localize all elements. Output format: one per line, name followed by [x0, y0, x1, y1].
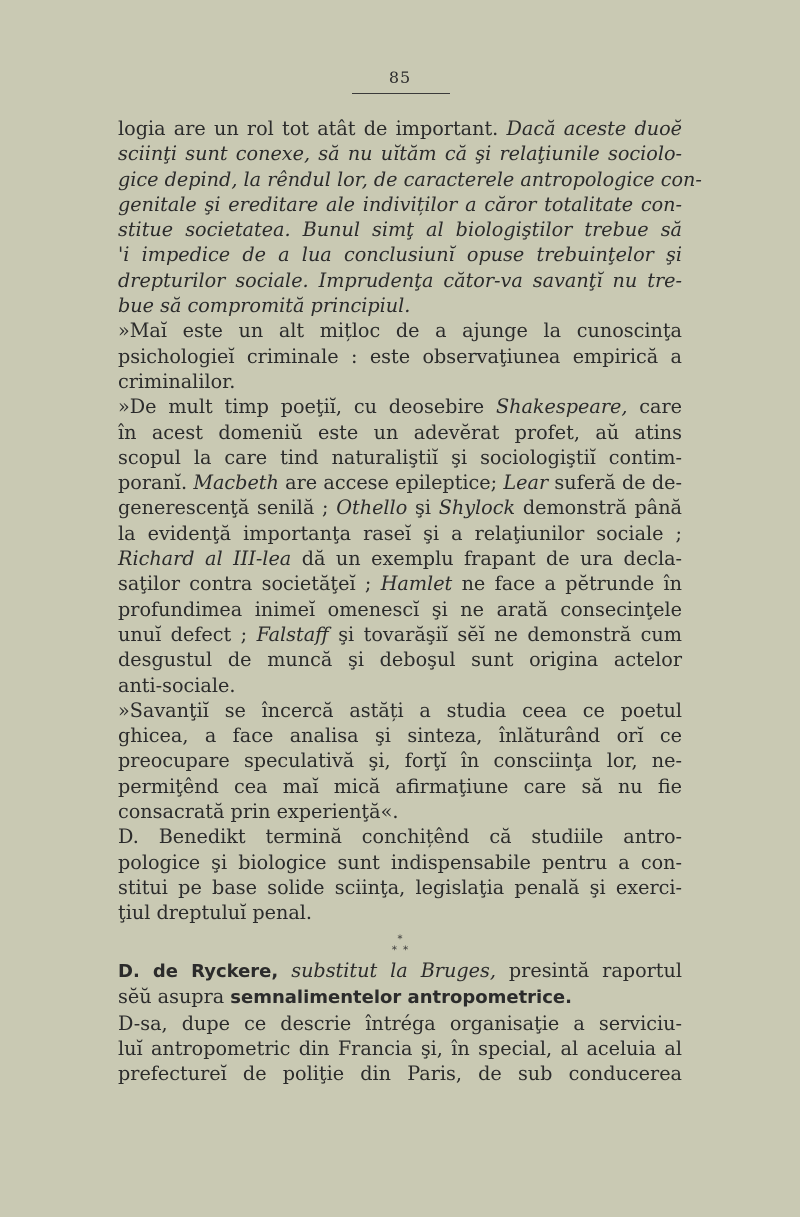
text-line: în acest domeniŭ este un adevĕrat profet, aŭ atins: [118, 420, 682, 444]
text-line: stitui pe base solide sciinţa, legislaţia penală şi exerci-: [118, 875, 682, 899]
text-line: luĭ antropometric din Francia şi, în special, al aceluia al: [118, 1036, 682, 1060]
text-line: ghicea, a face analisa şi sinteza, înlăturând orĭ ce: [118, 724, 682, 748]
section-separator: [0, 934, 800, 956]
text-line: criminalilor.: [118, 369, 236, 393]
text-line: D. de Ryckere, substitut la Bruges, presintă raportul: [118, 959, 682, 982]
text-line: stitue societatea. Bunul simţ al biologiştilor trebue să: [118, 218, 682, 242]
separator-top-star: *: [397, 934, 403, 945]
text-line: genitale şi ereditare ale indiviților a căror totalitate con-: [118, 192, 682, 216]
text-line: unuĭ defect ; Falstaff şi tovarăşiĭ sĕĭ ne demonstră cum: [118, 622, 682, 646]
text-line: Richard al III-lea dă un exemplu frapant de ura decla-: [118, 547, 683, 571]
text-line: logia are un rol tot atât de important. Dacă aceste duoĕ: [118, 117, 682, 140]
text-line: D-sa, dupe ce descrie întrégа organisaţie a serviciu-: [118, 1011, 682, 1035]
text-line: scopul la care tind naturaliştiĭ şi sociologiştiĭ contim-: [118, 445, 682, 469]
text-line: consacrată prin experienţă«.: [118, 800, 399, 824]
text-line: 'i impedice de a lua conclusiunĭ opuse trebuinţelor şi: [118, 243, 682, 267]
text-line: gice depind, la rêndul lor, de caracterele antropologice con-: [118, 167, 702, 191]
text-line: ţiul dreptuluĭ penal.: [118, 901, 313, 925]
text-line: D. Benedikt termină conchițênd că studiile antro-: [118, 825, 682, 849]
separator-bottom-stars: * *: [391, 945, 409, 956]
text-line: prefectureĭ de poliţie din Paris, de sub conducerea: [118, 1062, 682, 1086]
text-line: preocupare speculativă şi, forţĭ în consciinţa lor, ne-: [118, 749, 682, 773]
text-line: »De mult timp poeţiĭ, cu deosebire Shakespeare, care: [118, 395, 683, 419]
text-line: saţilor contra societăţeĭ ; Hamlet ne face a pĕtrunde în: [118, 572, 682, 596]
text-line: drepturilor sociale. Imprudenţa cător-va savanţĭ nu tre-: [118, 268, 682, 292]
text-line: »Savanţiĭ se încercă astăți a studia ceea ce poetul: [118, 698, 682, 722]
text-line: »Maĭ este un alt mițloc de a ajunge la cunoscinţa: [118, 319, 682, 343]
text-line: poranĭ. Macbeth are accese epileptice; Lear suferă de de-: [118, 471, 682, 495]
text-line: generescenţă senilă ; Othello şi Shylock demonstră până: [118, 496, 682, 520]
body-text-section-2: [118, 958, 682, 1086]
text-line: profundimea inimeĭ omenescĭ şi ne arată consecinţele: [118, 597, 682, 621]
header-rule: [352, 93, 450, 94]
text-line: bue să compromită principiul.: [118, 294, 411, 318]
text-line: pologice şi biologice sunt indispensabile pentru a con-: [118, 850, 682, 874]
text-line: permiţênd cea maĭ mică afirmaţiune care să nu fie: [118, 774, 682, 798]
text-line: anti-sociale.: [118, 673, 236, 697]
text-line: sciinţi sunt conexe, să nu uĭtăm că şi relaţiunile sociolo-: [118, 142, 682, 166]
text-line: psichologieĭ criminale : este observaţiunea empirică a: [118, 344, 682, 368]
text-line: sĕŭ asupra semnalimentelor antropometrice.: [118, 985, 572, 1009]
page-number: 85: [388, 68, 412, 87]
text-line: desgustul de muncă şi deboşul sunt origina actelor: [118, 648, 682, 672]
text-line: la evidenţă importanţa raseĭ şi a relaţiunilor sociale ;: [118, 521, 682, 545]
body-text: [118, 116, 702, 926]
